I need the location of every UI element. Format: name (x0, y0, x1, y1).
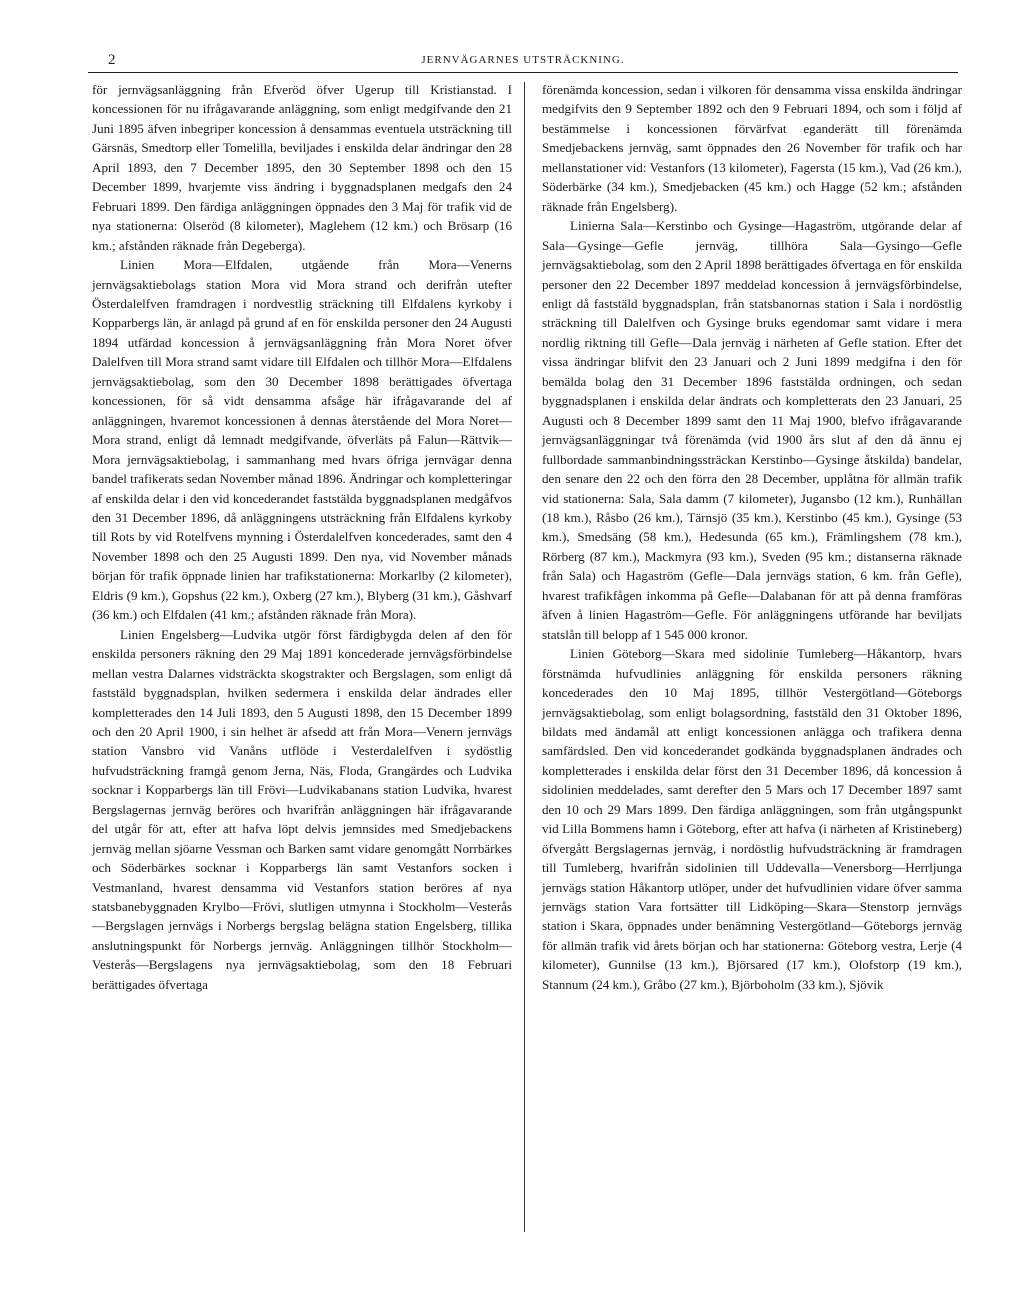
column-divider (524, 82, 525, 1232)
paragraph: Linien Mora—Elfdalen, utgående från Mora—Venerns jernvägsaktiebolags station Mora vid Mora strand och derifrån utefter Österdalelfven framdragen i nordvestlig sträckning till Elfdalens kyrkoby i Kopparbergs län, är anlagd på grund af en för enskilda personer den 24 Augusti 1894 utfärdad koncession å jernvägsanläggning från Mora Noret öfver Dalelfven till Mora strand samt vidare till Elfdalen och tillhör Mora—Elfdalens jernvägsaktiebolag, som den 30 December 1898 berättigades öfvertaga koncessionen, för så vidt densamma afsåge här ifrågavarande del af anläggningen, hvaremot koncessionen å dennas återstående del Mora Noret—Mora strand, enligt då lemnadt medgifvande, öfverläts på Falun—Rättvik—Mora jernvägsaktiebolag, i sammanhang med hvars öfriga jernvägar denna bandel trafikerats sedan November månad 1896. Ändringar och kompletteringar af enskilda delar i den vid koncederandet faststälda byggnadsplanen medgåfvos den 31 December 1896, då anläggningens utsträckning från Elfdalens kyrkoby till Rots by vid Rotelfvens mynning i Österdalelfven koncederades, samt den 4 November 1898 och den 25 Augusti 1899. Den nya, vid November månads början för trafik öppnade linien har trafikstationerna: Morkarlby (2 kilometer), Eldris (9 km.), Gopshus (22 km.), Oxberg (27 km.), Blyberg (31 km.), Gåshvarf (36 km.) och Elfdalen (41 km.; afstånden räknade från Mora). (92, 257, 512, 623)
running-title: JERNVÄGARNES UTSTRÄCKNING. (421, 54, 625, 66)
page-number: 2 (108, 52, 116, 68)
left-column (92, 80, 512, 994)
header-rule (88, 72, 958, 73)
paragraph: förenämda koncession, sedan i vilkoren för densamma vissa enskilda ändringar medgifvits den 9 September 1892 och den 9 Februari 1894, och som i följd af bestämmelse i koncessionen förvärfvat eganderätt till förenämda Smedjebackens jernväg, samt öppnades den 26 November för trafik och har mellanstationer vid: Vestanfors (13 kilometer), Fagersta (15 km.), Vad (26 km.), Söderbärke (34 km.), Smedjebacken (45 km.) och Hagge (52 km.; afstånden räknade från Engelsberg). (542, 82, 962, 214)
paragraph: Linien Göteborg—Skara med sidolinie Tumleberg—Håkantorp, hvars förstnämda hufvudlinies anläggning för enskilda personers räkning koncederades den 10 Maj 1895, tillhör Vestergötland—Göteborgs jernvägsaktiebolag, som enligt bolagsordning, faststäld den 31 Oktober 1896, bildats med ändamål att enligt koncessionen anlägga och trafikera denna samfärdsled. Den vid koncederandet godkända byggnadsplanen ändrades och kompletterades i enskilda delar först den 31 December 1896, då koncession å sidolinien meddelades, samt derefter den 5 Mars och 17 December 1897 samt den 10 och 29 Mars 1899. Den färdiga anläggningen, som från utgångspunkt vid Lilla Bommens hamn i Göteborg, efter att hafva (i närheten af Kristineberg) öfvergått Bergslagernas jernväg, i nordöstlig hufvudsträckning är framdragen till Tumleberg, hvarifrån sidolinien till Uddevalla—Venersborg—Herrljunga jernvägs station Håkantorp utlöper, under det hufvudlinien vidare öfver samma jernvägs station Vara fortsätter till Lidköping—Skara—Stenstorp jernvägs station i Skara, öppnades under benämning Vestergötland—Göteborgs jernväg för allmän trafik vid årets början och har stationerna: Göteborg vestra, Lerje (4 kilometer), Gunnilse (13 km.), Björsared (17 km.), Olofstorp (19 km.), Stannum (24 km.), Gråbo (27 km.), Björboholm (33 km.), Sjövik (542, 646, 962, 992)
paragraph: Linien Engelsberg—Ludvika utgör först färdigbygda delen af den för enskilda personers räkning den 29 Maj 1891 koncederade jernvägsförbindelse mellan vestra Dalarnes vidsträckta skogstrakter och Bergslagen, som enligt då faststäld byggnadsplan, hvilken sedermera i enskilda delar ändrades eller kompletterades den 14 Juli 1893, den 5 Augusti 1898, den 15 December 1899 och den 20 April 1900, i sin helhet är afsedd att från Mora—Venern jernvägs station Vansbro vid Vanåns utflöde i Vesterdalelfven i sydöstlig hufvudsträckning framgå genom Jerna, Näs, Floda, Grangärdes och Ludvika socknar i Kopparbergs län till Frövi—Ludvikabanans station Ludvika, hvarest Bergslagernas jernväg beröres och hvarifrån anläggningen här ifrågavarande del utgår för att, efter att hafva löpt delvis jemnsides med Smedjebackens jernväg mellan sjöarne Vessman och Barken samt vidare genomgått Norrbärkes och Söderbärkes socknar i Kopparbergs län samt Vestanfors socken i Vestmanland, hvarest densamma vid Vestanfors station beröres af nya statsbanebyggnaden Krylbo—Frövi, slutligen utmynna i Stockholm—Vesterås—Bergslagen jernvägs i Norbergs bergslag belägna station Engelsberg, tillika anslutningspunkt för Norbergs jernväg. Anläggningen tillhör Stockholm—Vesterås—Bergslagens nya jernvägsaktiebolag, som den 18 Februari berättigades öfvertaga (92, 626, 512, 992)
right-column (542, 80, 962, 994)
paragraph: Linierna Sala—Kerstinbo och Gysinge—Hagaström, utgörande delar af Sala—Gysinge—Gefle jernväg, tillhöra Sala—Gysingo—Gefle jernvägsaktiebolag, som den 2 April 1898 berättigades öfvertaga en för enskilda personer den 22 December 1897 meddelad koncession å jernvägsförbindelse, enligt då faststäld byggnadsplan, från statsbanornas station i Sala i nordöstlig sträckning till Dalelfven och Gysinge bruks egendomar samt vidare i mera nordlig riktning till Gefle—Dala jernväg i närheten af Gefle station. Efter det vissa ändringar blifvit den 23 Januari och 2 Juni 1899 medgifna i den för bemälda bolag den 31 December 1896 faststälda ordningen, och sedan byggnadsplanen i enskilda delar ändrats och kompletterats den 23 Januari, 25 Augusti och 8 December 1899 samt den 11 Maj 1900, blefvo ifrågavarande jernvägsanläggningar två förenämda (vid 1900 års slut af den då ännu ej fullbordade sammanbindningssträckan Kerstinbo—Gysinge åtskilda) bandelar, den senare den 22 och den förra den 28 December, upplåtna för allmän trafik vid stationerna: Sala, Sala damm (7 kilometer), Jugansbo (12 km.), Runhällan (18 km.), Råsbo (26 km.), Tärnsjö (35 km.), Kerstinbo (45 km.), Gysinge (53 km.), Smedsäng (58 km.), Hedesunda (65 km.), Främlingshem (78 km.), Rörberg (87 km.), Mackmyra (93 km.), Sveden (95 km.; distanserna räknade från Sala) och Hagaström (Gefle—Dala jernvägs station, 6 km. från Gefle), hvarest trafikfågen inkomma på Gefle—Dalabanan för att på denna framföras äfven å linien Hagaström—Gefle. För anläggningens utförande har beviljats statslån till belopp af 1 545 000 kronor. (542, 218, 962, 642)
page-header (88, 52, 958, 72)
paragraph: för jernvägsanläggning från Efveröd öfver Ugerup till Kristianstad. I koncessionen för nu ifrågavarande anläggning, som enligt medgifvande den 21 Juni 1895 äfven inbegriper koncession å densammas eventuela utsträckning till Gärsnäs, Smedtorp eller Tomelilla, beviljades i enskilda delar ändringar den 28 April 1893, den 7 December 1895, den 30 September 1898 och den 15 December 1899, hvarjemte viss ändring i byggnadsplanen medgafs den 24 Februari 1899. Den färdiga anläggningen öppnades den 3 Maj för trafik vid de nya stationerna: Olseröd (8 kilometer), Maglehem (12 km.) och Brösarp (16 km.; afstånden räknade från Degeberga). (92, 82, 512, 253)
